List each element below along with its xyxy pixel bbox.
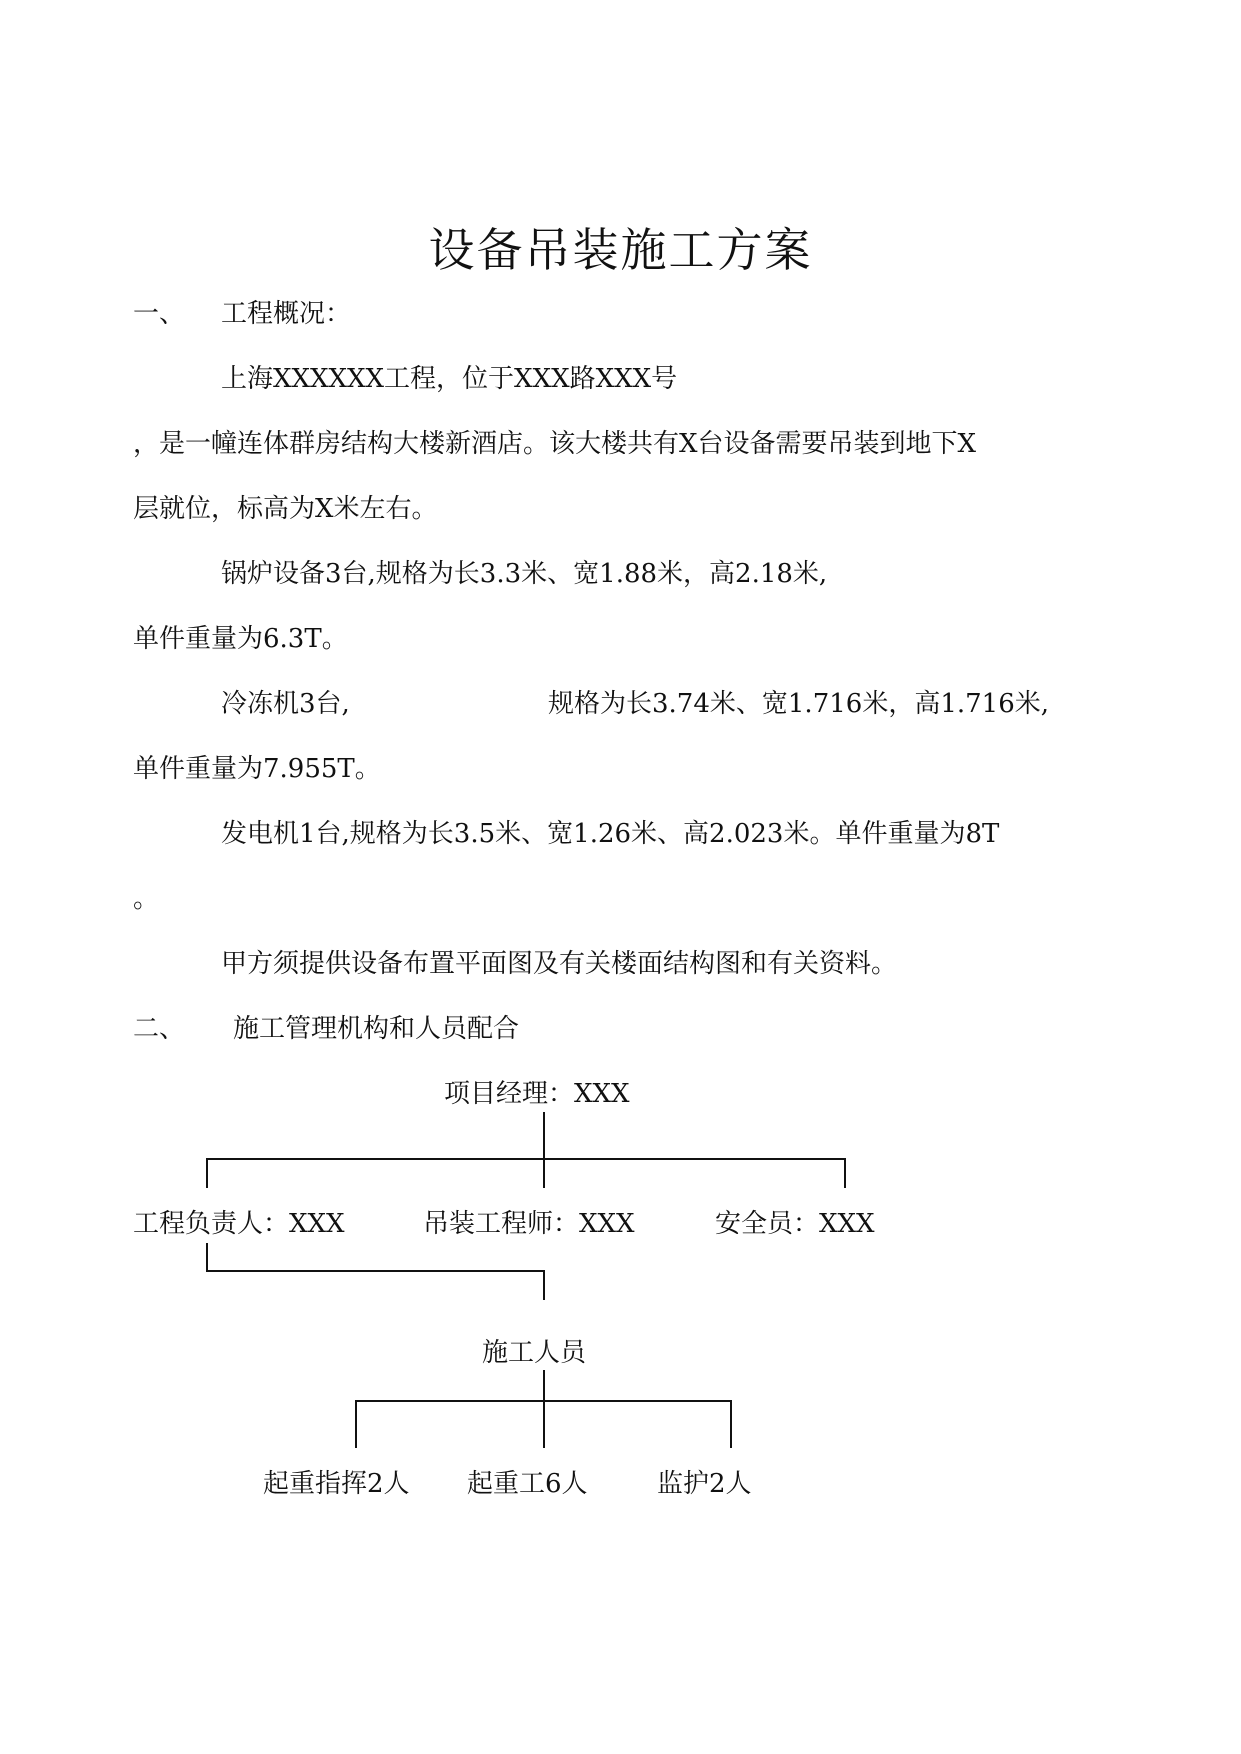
page-title: 设备吊装施工方案	[428, 223, 813, 277]
org-connector-line	[206, 1270, 545, 1272]
chiller-weight-text: 单件重量为7.955T。	[133, 754, 381, 784]
org-connector-line	[206, 1243, 208, 1271]
org-lifting-engineer: 吊装工程师：XXX	[423, 1209, 635, 1239]
org-project-manager: 项目经理：XXX	[444, 1079, 630, 1109]
org-connector-line	[543, 1112, 545, 1188]
org-connector-line	[206, 1158, 208, 1188]
boiler-spec-text: 锅炉设备3台,规格为长3.3米、宽1.88米，高2.18米,	[221, 559, 828, 589]
org-connector-line	[206, 1158, 846, 1160]
org-connector-line	[844, 1158, 846, 1188]
org-engineering-lead: 工程负责人：XXX	[133, 1209, 345, 1239]
chiller-count-text: 冷冻机3台,	[221, 689, 350, 719]
section1-heading: 工程概况：	[221, 299, 352, 329]
org-safety-officer: 安全员：XXX	[715, 1209, 875, 1239]
org-construction-staff: 施工人员	[482, 1338, 587, 1368]
boiler-weight-text: 单件重量为6.3T。	[133, 624, 348, 654]
section2-heading: 施工管理机构和人员配合	[233, 1014, 520, 1044]
org-connector-line	[355, 1400, 357, 1448]
org-crane-signaller: 起重指挥2人	[263, 1469, 410, 1499]
section1-number: 一、	[133, 299, 186, 329]
generator-spec-continued: 。	[133, 884, 160, 914]
org-connector-line	[730, 1400, 732, 1448]
project-description-text: ，是一幢连体群房结构大楼新酒店。该大楼共有X台设备需要吊装到地下X	[133, 429, 977, 459]
section2-number: 二、	[133, 1014, 186, 1044]
org-connector-line	[543, 1370, 545, 1448]
project-location-text: 上海XXXXXX工程，位于XXX路XXX号	[221, 364, 678, 394]
org-guardian: 监护2人	[657, 1469, 752, 1499]
org-riggers: 起重工6人	[467, 1469, 588, 1499]
client-requirement-text: 甲方须提供设备布置平面图及有关楼面结构图和有关资料。	[221, 949, 898, 979]
generator-spec-text: 发电机1台,规格为长3.5米、宽1.26米、高2.023米。单件重量为8T	[221, 819, 1000, 849]
org-connector-line	[543, 1270, 545, 1300]
org-connector-line	[355, 1400, 732, 1402]
project-elevation-text: 层就位，标高为X米左右。	[133, 494, 438, 524]
chiller-spec-text: 规格为长3.74米、宽1.716米，高1.716米,	[548, 689, 1050, 719]
